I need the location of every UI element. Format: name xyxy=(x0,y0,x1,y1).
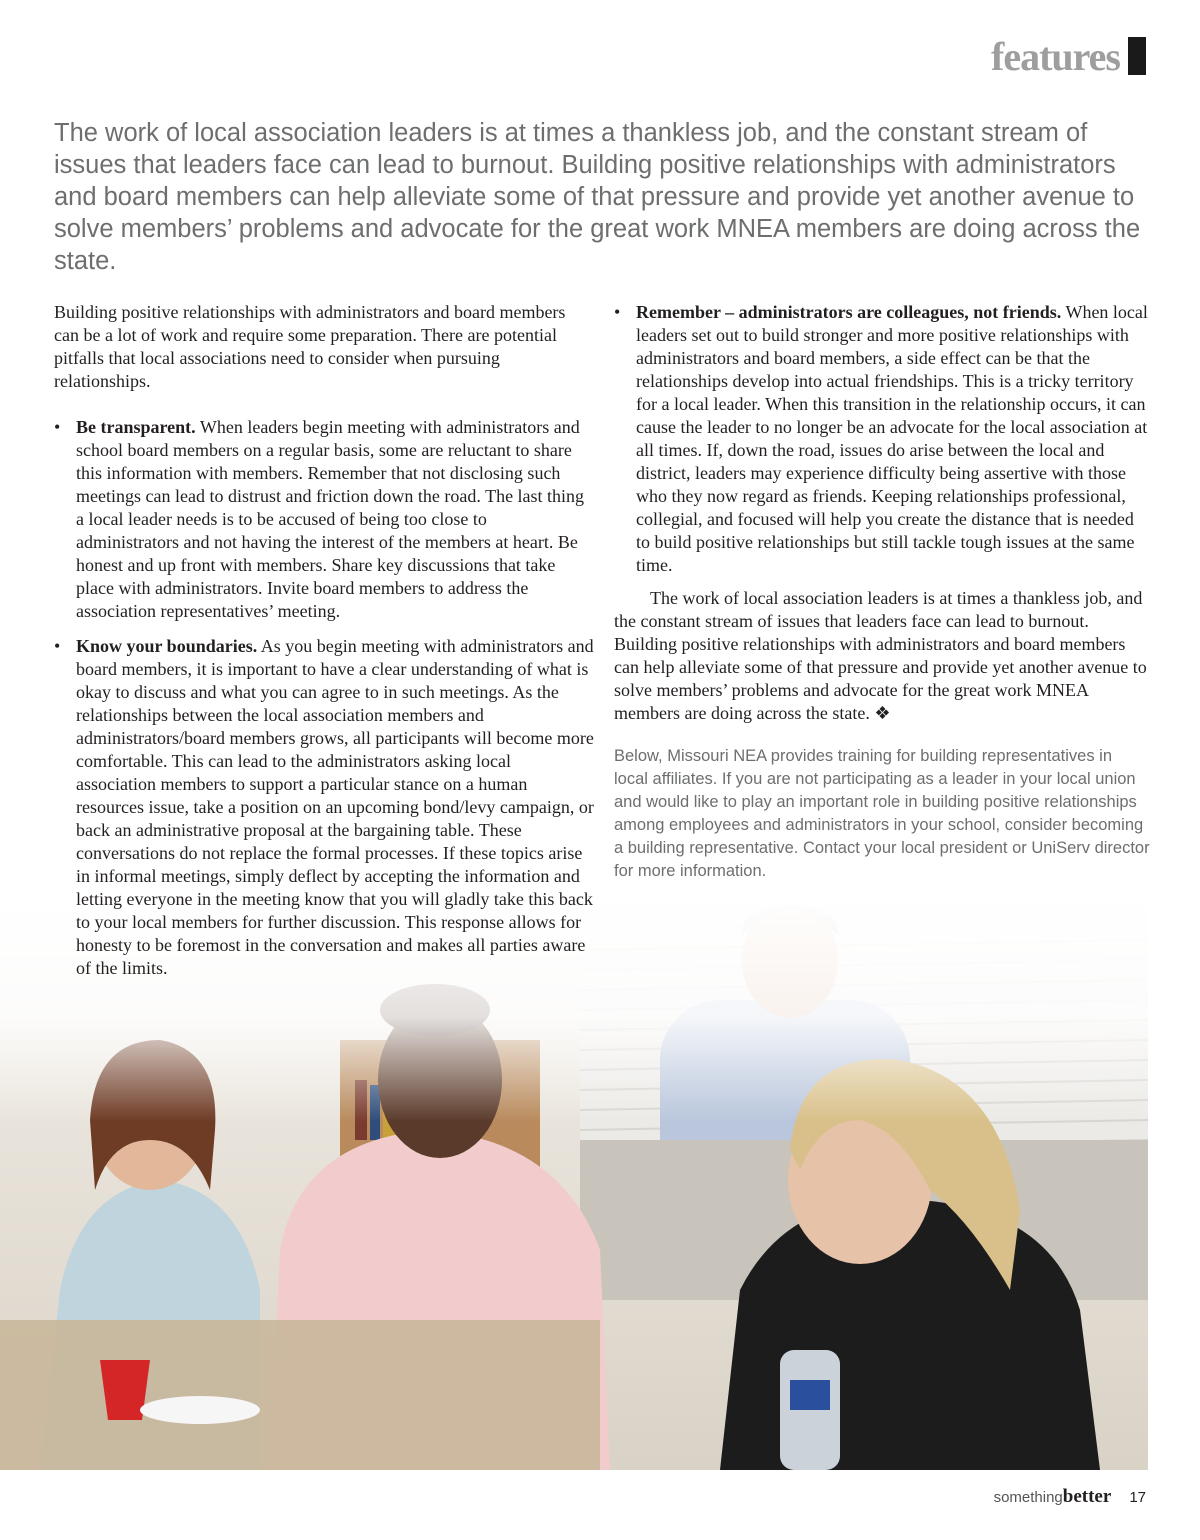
magazine-name-bold: better xyxy=(1062,1486,1112,1507)
bullet-title: Know your boundaries. xyxy=(76,636,258,656)
bullet-dot: • xyxy=(54,636,61,656)
left-paragraph-1: Building positive relationships with administrators and board members can be a lot of work and require some preparation. There are potential pitfalls that local associations need to consider when pursuing relationships. xyxy=(54,302,566,391)
section-label: features xyxy=(991,33,1120,79)
bullet-text: As you begin meeting with administrators and board members, it is important to have a clear understanding of what is okay to discuss and what you can agree to in such meetings. As the relationships between the local association members and administrators/board members grows, all participants will become more comfortable. This can lead to the administrators asking local association members to support a particular stance on a human resources issue, take a position on an upcoming bond/levy campaign, or back an administrative proposal at the bargaining table. These conversations do not replace the formal processes. If these topics arise in informal meetings, simply deflect by accepting the information and letting everyone in the meeting know that you will gladly take this back to your local members for further discussion. This response allows for honesty to be foremost in the conversation and makes all parties aware of the limits. xyxy=(76,636,594,978)
intro-deck: The work of local association leaders is at times a thankless job, and the constant stream of issues that leaders face can lead to burnout. Building positive relationships with administrators and board members can help alleviate some of that pressure and provide yet another avenue to solve members’ problems and advocate for the great work MNEA members are doing across the state. xyxy=(54,119,1141,275)
training-note: Below, Missouri NEA provides training for building representatives in local affiliates. If you are not participating as a leader in your local union and would like to play an important role in building positive relationships among employees and administrators in your school, consider becoming a building representative. Contact your local president or UniServ director for more information. xyxy=(614,747,1150,880)
bullet-title: Remember – administrators are colleagues, not friends. xyxy=(636,302,1062,322)
bullet-colleagues-not-friends xyxy=(614,301,1150,577)
bullet-be-transparent xyxy=(54,416,594,623)
magazine-name-light: something xyxy=(993,1489,1063,1506)
bullet-title: Be transparent. xyxy=(76,417,196,437)
bullet-dot: • xyxy=(54,417,61,437)
bullet-text: When local leaders set out to build stronger and more positive relationships with administrators and board members, a side effect can be that the relationships develop into actual friendships. This is a tricky territory for a local leader. When this transition in the relationship occurs, it can cause the leader to no longer be an advocate for the local association at all times. If, down the road, issues do arise between the local and district, leaders may experience difficulty being assertive with those who they now regard as friends. Keeping relationships professional, collegial, and focused will help you create the distance that is needed to build positive relationships but still tackle tough issues at the same time. xyxy=(636,302,1148,575)
bullet-dot: • xyxy=(614,302,621,322)
section-marker-bar xyxy=(1128,37,1146,75)
page-footer xyxy=(994,1486,1146,1508)
bullet-know-boundaries xyxy=(54,635,594,980)
bullet-text: When leaders begin meeting with administrators and school board members on a regular basis, some are reluctant to share this information with members. Remember that not disclosing such meetings can lead to distrust and friction down the road. The last thing a local leader needs is to be accused of being too close to administrators and not having the interest of the members at heart. Be honest and up front with members. Share key discussions that take place with administrators. Invite board members to address the association representatives’ meeting. xyxy=(76,417,585,621)
left-column xyxy=(54,301,594,980)
right-column xyxy=(614,301,1150,883)
section-header xyxy=(991,33,1146,79)
page-number: 17 xyxy=(1129,1489,1146,1506)
right-paragraph-2: The work of local association leaders is at times a thankless job, and the constant stream of issues that leaders face can lead to burnout. Building positive relationships with administrators and board members can help alleviate some of that pressure and provide yet another avenue to solve members’ problems and advocate for the great work MNEA members are doing across the state. ❖ xyxy=(614,588,1147,723)
